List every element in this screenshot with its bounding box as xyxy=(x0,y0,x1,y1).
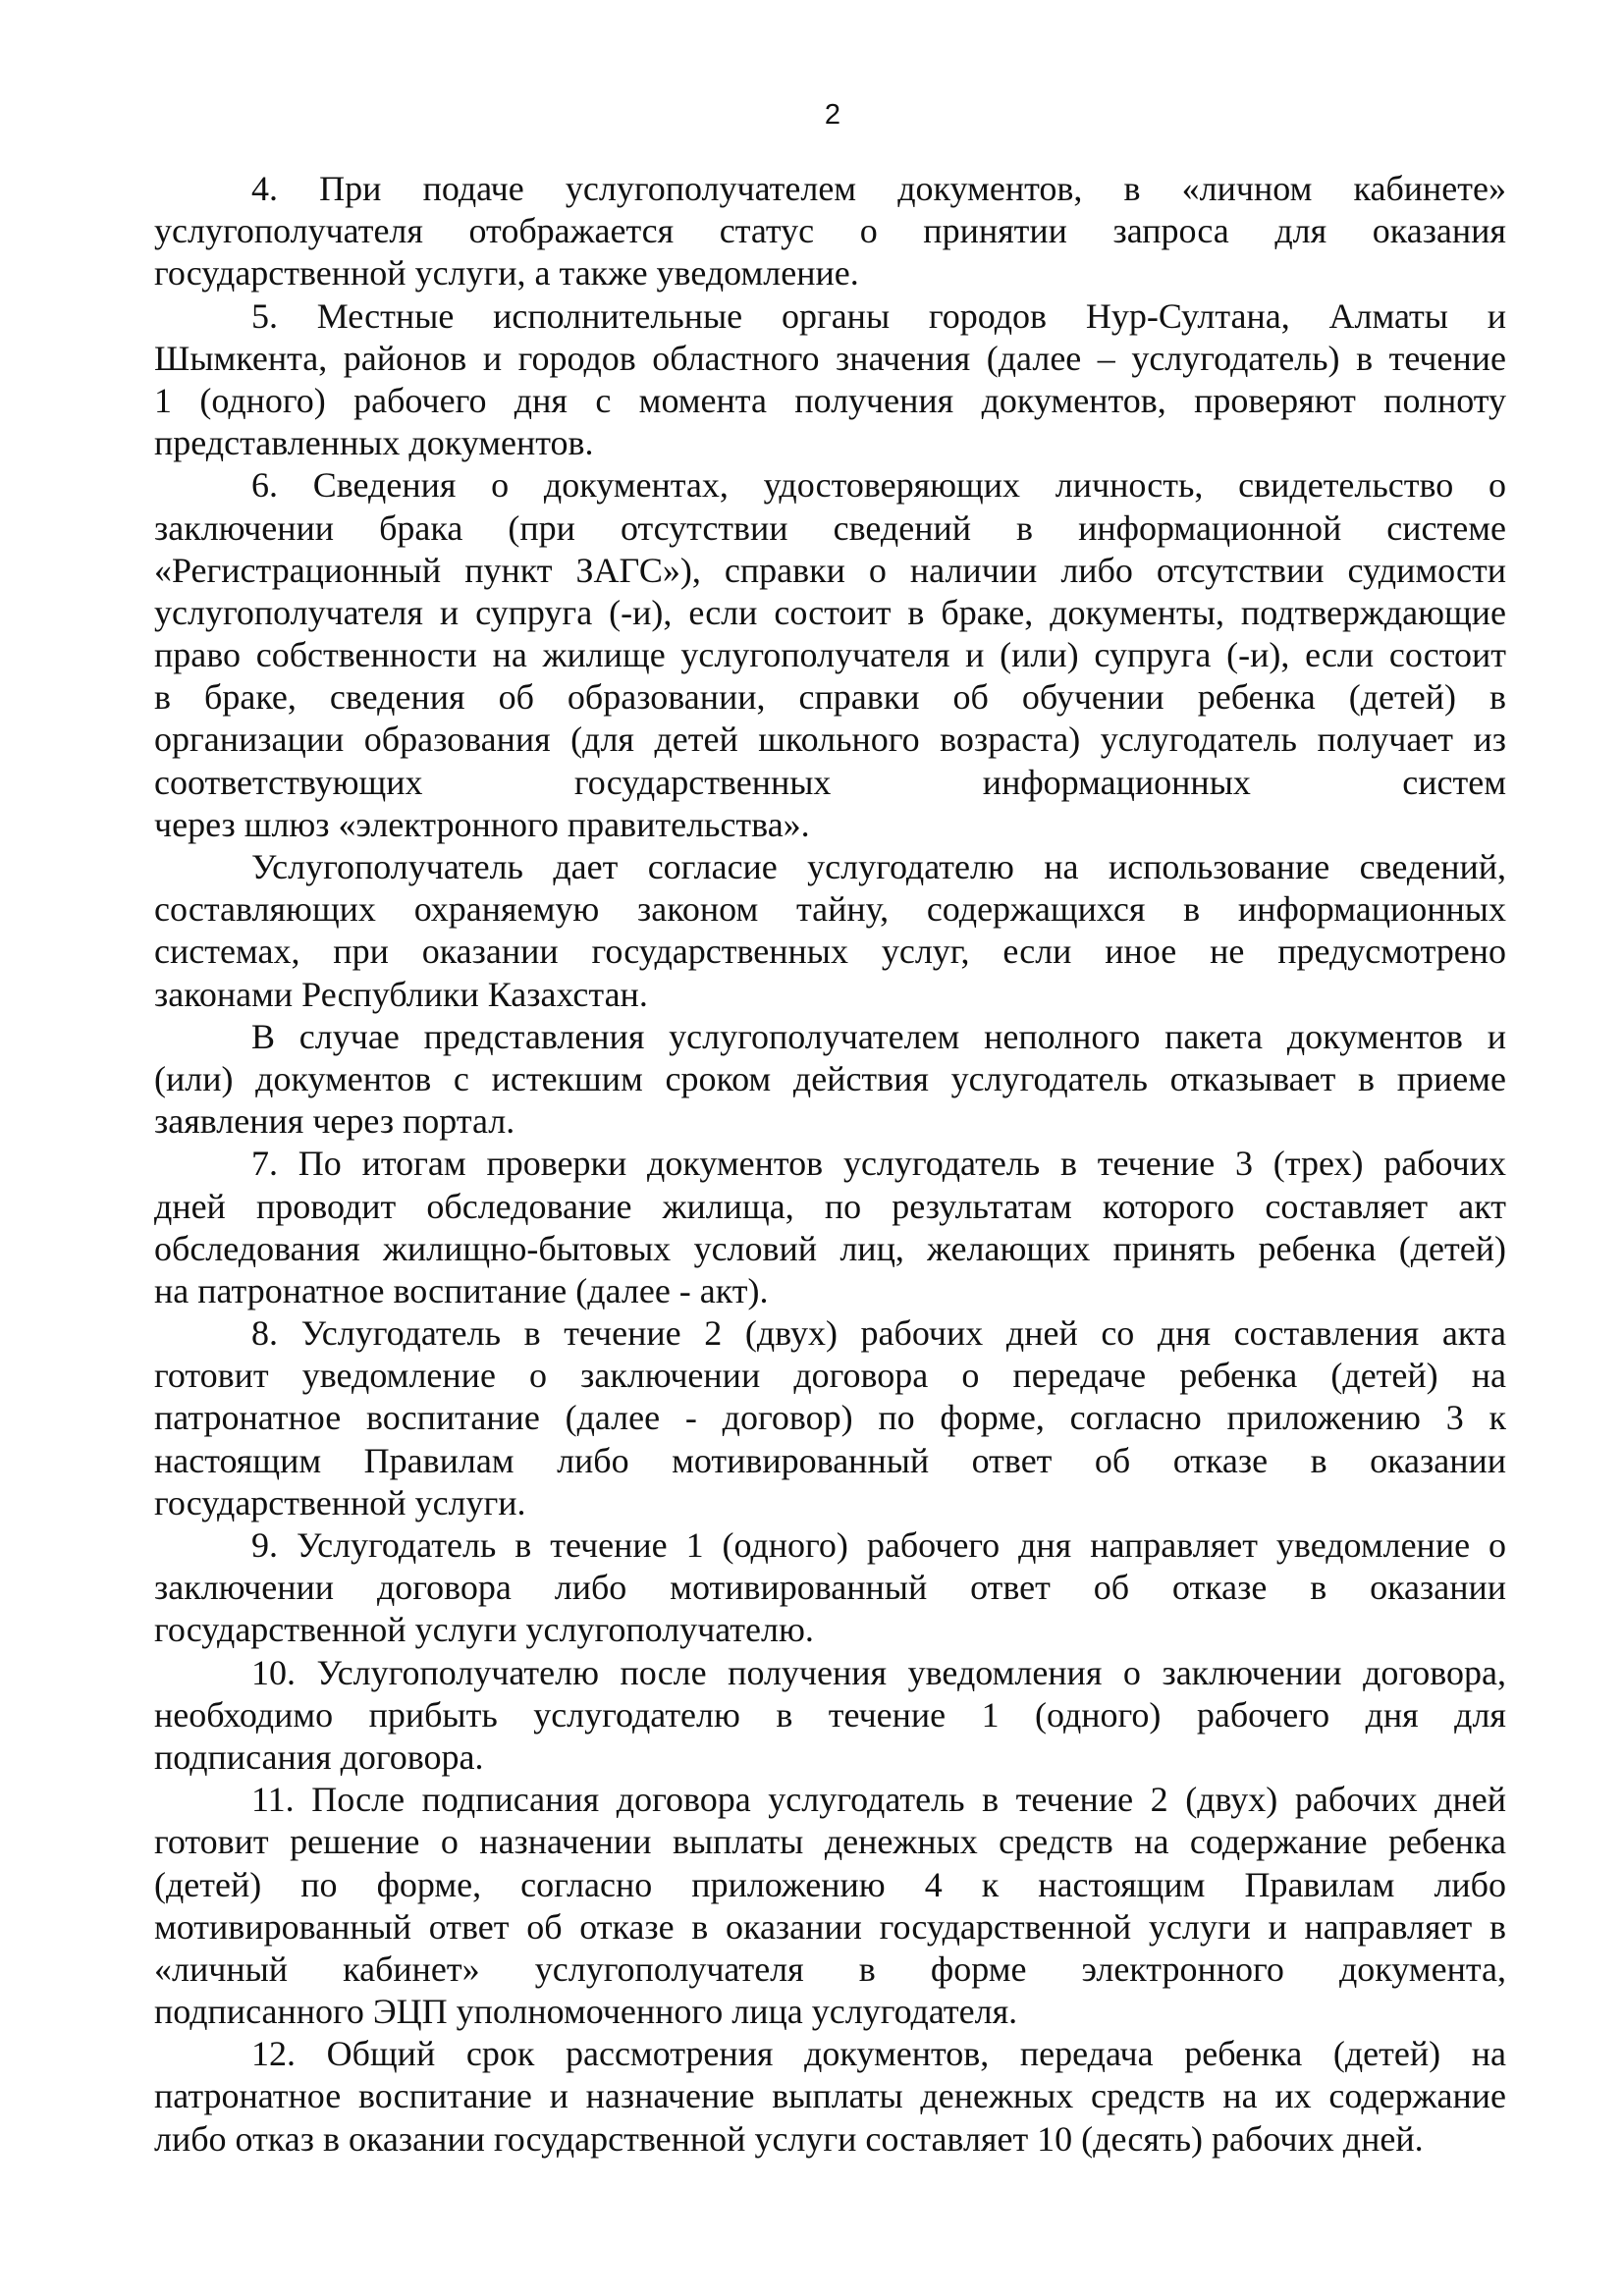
text-line: 5. Местные исполнительные органы городов Нур-Султана, Алматы и xyxy=(251,295,1506,336)
text-line: подписания договора. xyxy=(154,1736,484,1777)
text-line: заключении договора либо мотивированный ответ об отказе в оказании xyxy=(154,1568,1506,1608)
text-line: 8. Услугодатель в течение 2 (двух) рабочих дней со дня составления акта xyxy=(251,1313,1506,1354)
text-line: заключении брака (при отсутствии сведений в информационной системе xyxy=(154,507,1506,548)
document-body xyxy=(154,168,1506,2161)
text-line: системах, при оказании государственных услуг, если иное не предусмотрено xyxy=(154,932,1506,972)
paragraph-refusal xyxy=(154,1016,1506,1144)
paragraph-consent xyxy=(154,846,1506,1016)
text-line: В случае представления услугополучателем неполного пакета документов и xyxy=(251,1016,1506,1056)
paragraph-10 xyxy=(154,1652,1506,1780)
text-line: 9. Услугодатель в течение 1 (одного) рабочего дня направляет уведомление о xyxy=(251,1525,1506,1565)
text-line: государственной услуги, а также уведомление. xyxy=(154,253,859,294)
paragraph-5 xyxy=(154,295,1506,465)
paragraph-9 xyxy=(154,1524,1506,1652)
page-number: 2 xyxy=(824,99,841,131)
text-line: патронатное воспитание (далее - договор) по форме, согласно приложению 3 к xyxy=(154,1398,1506,1438)
paragraph-7 xyxy=(154,1143,1506,1312)
text-line: услугополучателя отображается статус о принятии запроса для оказания xyxy=(154,211,1506,251)
text-line: через шлюз «электронного правительства». xyxy=(154,804,810,844)
text-line: подписанного ЭЦП уполномоченного лица услугодателя. xyxy=(154,1992,1018,2032)
text-line: либо отказ в оказании государственной услуги составляет 10 (десять) рабочих дней. xyxy=(154,2118,1424,2159)
paragraph-8 xyxy=(154,1312,1506,1524)
text-line: настоящим Правилам либо мотивированный ответ об отказе в оказании xyxy=(154,1440,1506,1480)
text-line: патронатное воспитание и назначение выплаты денежных средств на их содержание xyxy=(154,2076,1506,2116)
text-line: соответствующих государственных информационных систем xyxy=(154,762,1506,802)
text-line: 6. Сведения о документах, удостоверяющих личность, свидетельство о xyxy=(251,465,1506,506)
text-line: необходимо прибыть услугодателю в течение 1 (одного) рабочего дня для xyxy=(154,1694,1506,1735)
text-line: составляющих охраняемую законом тайну, содержащихся в информационных xyxy=(154,889,1506,930)
text-line: 10. Услугополучателю после получения уведомления о заключении договора, xyxy=(251,1652,1506,1692)
text-line: на патронатное воспитание (далее - акт). xyxy=(154,1270,769,1310)
text-line: (или) документов с истекшим сроком действия услугодатель отказывает в приеме xyxy=(154,1058,1506,1098)
paragraph-4 xyxy=(154,168,1506,295)
paragraph-12 xyxy=(154,2033,1506,2161)
text-line: государственной услуги. xyxy=(154,1482,526,1522)
text-line: мотивированный ответ об отказе в оказании государственной услуги и направляет в xyxy=(154,1906,1506,1947)
text-line: государственной услуги услугополучателю. xyxy=(154,1610,814,1650)
text-line: законами Республики Казахстан. xyxy=(154,974,648,1014)
text-line: Услугополучатель дает согласие услугодателю на использование сведений, xyxy=(251,847,1506,886)
text-line: организации образования (для детей школьного возраста) услугодатель получает из xyxy=(154,720,1506,760)
text-line: обследования жилищно-бытовых условий лиц, желающих принять ребенка (детей) xyxy=(154,1228,1506,1268)
text-line: Шымкента, районов и городов областного значения (далее – услугодатель) в течение xyxy=(154,338,1506,378)
text-line: услугополучателя и супруга (-и), если состоит в браке, документы, подтверждающие xyxy=(154,592,1506,632)
text-line: дней проводит обследование жилища, по результатам которого составляет акт xyxy=(154,1186,1506,1226)
paragraph-11 xyxy=(154,1779,1506,2033)
paragraph-6 xyxy=(154,464,1506,846)
text-line: 7. По итогам проверки документов услугодатель в течение 3 (трех) рабочих xyxy=(251,1144,1506,1184)
text-line: «личный кабинет» услугополучателя в форме электронного документа, xyxy=(154,1949,1506,1989)
text-line: «Регистрационный пункт ЗАГС»), справки о наличии либо отсутствии судимости xyxy=(154,550,1506,590)
text-line: право собственности на жилище услугополучателя и (или) супруга (-и), если состоит xyxy=(154,635,1506,675)
text-line: готовит уведомление о заключении договора о передаче ребенка (детей) на xyxy=(154,1356,1506,1396)
text-line: 1 (одного) рабочего дня с момента получения документов, проверяют полноту xyxy=(154,380,1506,420)
text-line: в браке, сведения об образовании, справки об обучении ребенка (детей) в xyxy=(154,677,1506,718)
text-line: готовит решение о назначении выплаты денежных средств на содержание ребенка xyxy=(154,1822,1506,1862)
text-line: 12. Общий срок рассмотрения документов, передача ребенка (детей) на xyxy=(251,2034,1506,2074)
text-line: 4. При подаче услугополучателем документов, в «личном кабинете» xyxy=(251,169,1506,208)
text-line: заявления через портал. xyxy=(154,1101,515,1142)
text-line: (детей) по форме, согласно приложению 4 к настоящим Правилам либо xyxy=(154,1864,1506,1904)
text-line: 11. После подписания договора услугодатель в течение 2 (двух) рабочих дней xyxy=(251,1780,1506,1820)
text-line: представленных документов. xyxy=(154,423,594,463)
